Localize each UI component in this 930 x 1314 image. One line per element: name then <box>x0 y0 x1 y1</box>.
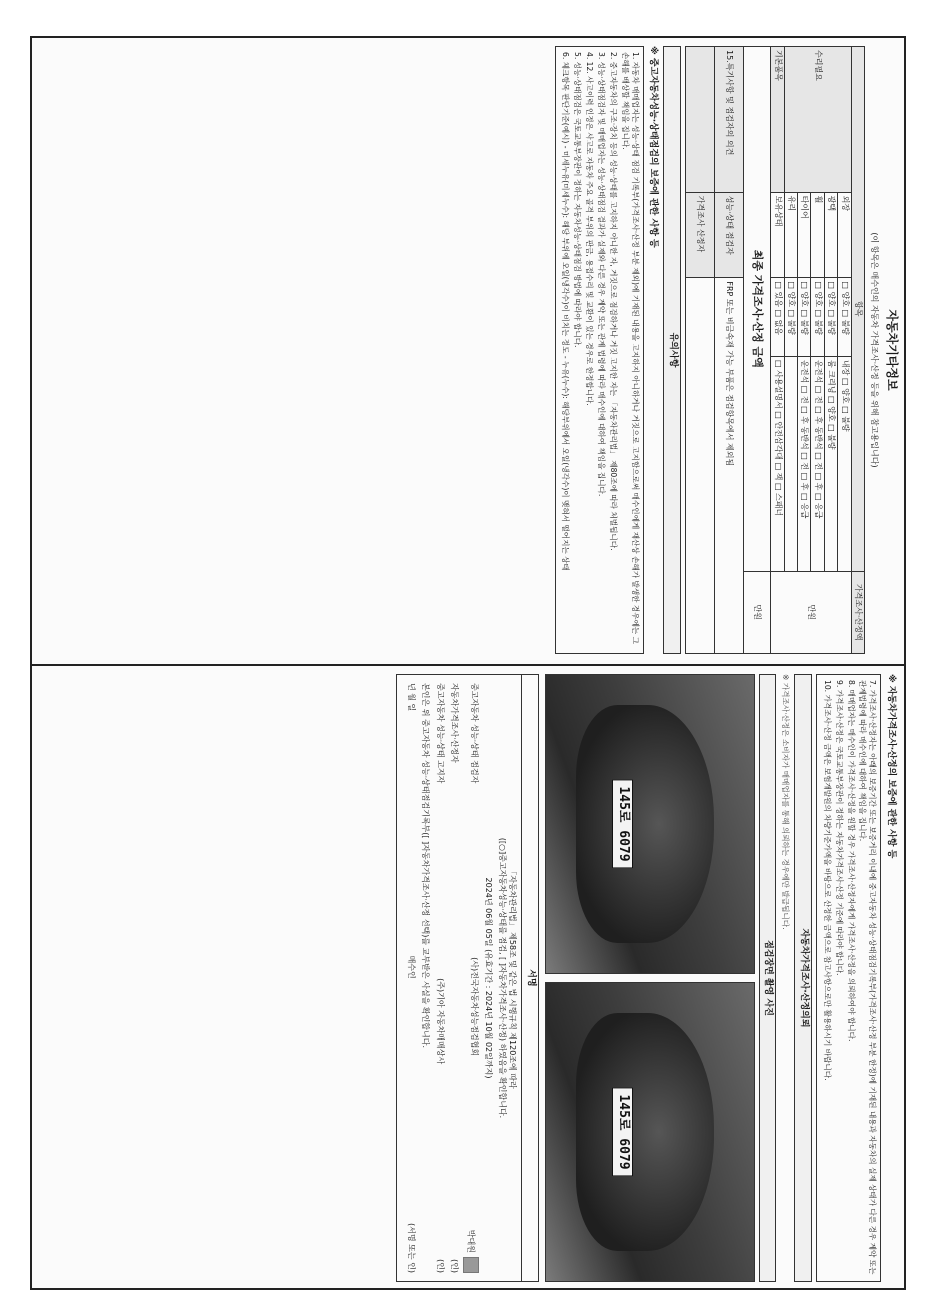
front-plate: 145로 6079 <box>612 779 633 868</box>
car-rear-image <box>576 1013 714 1251</box>
notice-box <box>555 46 644 654</box>
special-sub-assessor: 가격조사 산정자 <box>685 192 714 278</box>
seller-name: (주)기아 자동차매매상사 <box>435 978 445 1065</box>
item-cell: 외장 <box>838 192 851 278</box>
item-cell: 유리 <box>784 192 797 278</box>
document-sheet <box>30 36 906 1290</box>
notice-item: 8. 매매업자는 매수인이 가격조사·산정을 원할 경우 가격조사·산정자에게 가격조사·산정을 의뢰하여야 합니다. <box>846 680 856 1042</box>
seller-sign: (인) <box>435 1259 445 1273</box>
seller-row <box>434 683 444 1273</box>
buyer-sign: (서명 또는 인) <box>406 1223 416 1273</box>
legal-statement-2: ([○]중고자동차성능·상태를 점검, [ ]자동차가격조사·산정) 하였음을 확인합니다. <box>497 837 507 1119</box>
extra-cell: 운전석 □ 전 □ 후 동반석 □ 전 □ 후 □ 응급 <box>811 357 824 572</box>
buyer-row <box>405 683 415 1273</box>
notice-heading: ※ 중고자동차성능·상태점검의 보증에 관한 사항 등 <box>648 46 659 248</box>
notice-item: 1. 자동차 매매업자는 성능·상태 점검 기록부(가격조사·산정 부분 제외)에 기재된 내용을 고지하지 아니하거나 거짓으로 고지함으로써 매수인에게 재산상 손해가 발생한 경우에는 그 손해를 배상할 책임을 집니다. <box>620 52 640 645</box>
assessor-sign: (인) <box>449 1259 459 1273</box>
special-row-2 <box>685 47 714 654</box>
assessor-label: 자동차가격조사·산정자 <box>449 683 459 763</box>
front-photo <box>545 674 755 974</box>
group-cell: 기본품목 <box>771 47 784 193</box>
guide-bar: 유의사항 <box>663 46 681 654</box>
inspector-row <box>463 683 479 1273</box>
buyer-date: 년 월 일 <box>406 683 416 712</box>
status-cell: □ 양호 □ 불량 <box>811 278 824 357</box>
signature-block <box>396 674 538 1282</box>
signature-heading: 서명 <box>521 675 538 1281</box>
record-title: 자동차기타정보 <box>885 309 899 391</box>
extra-cell: 내장 □ 양호 □ 불량 <box>838 357 851 572</box>
notice-item: 9. 가격조사·산정은 국토교통부장관이 정하는 자동차가격조사·산정 기준에 따라야 합니다. <box>834 680 844 976</box>
notice-item: 3. 성능·상태점검자 및 매매업자는 성능·상태점검 결과가 실제와 다른 경우 계약 또는 관계 법령에 따라 매수인에 대하여 책임을 집니다. <box>597 52 607 497</box>
notice-item: 6. 체크항목 판단기준(예시) - 미세누유(미세누수): 해당 부위에 오일(냉각수)이 비치는 정도 - 누유(누수): 해당부위에서 오일(냉각수)이 맺혀서 떨어지는 상태 <box>561 52 571 571</box>
item-col-header: 항목 <box>851 47 864 572</box>
special-row <box>714 47 743 654</box>
inspector-sign: 박대원 <box>466 1229 476 1253</box>
buyer-confirmation: 본인은 위 중고자동차 성능·상태점검기록부([ ]자동차가격조사·산정 선택)를 교부받은 사실을 확인합니다. <box>421 683 431 1049</box>
price-row <box>743 47 770 654</box>
status-cell: □ 양호 □ 불량 <box>838 278 851 357</box>
inspector-name: (사)전국자동차성능점검협회 <box>469 957 479 1057</box>
extra-cell: 운전석 □ 전 □ 후 동반석 □ 전 □ 후 □ 응급 <box>798 357 811 572</box>
item-cell: 광택 <box>824 192 837 278</box>
seller-label: 중고자동차 성능·상태 고지자 <box>435 683 445 784</box>
extra-cell <box>784 357 797 572</box>
photo-row <box>545 674 755 1282</box>
assessment-notice-heading: ※ 자동차가격조사·산정의 보증에 관한 사항 등 <box>886 674 896 859</box>
item-cell: 타이어 <box>798 192 811 278</box>
record-subtitle: (이 항목은 매수인의 자동차 가격조사·산정 등을 위해 참고용입니다) <box>870 232 880 468</box>
car-front-image <box>576 705 714 943</box>
item-cell: 휠 <box>811 192 824 278</box>
final-price-label: 최종 가격조사·산정 금액 <box>743 47 770 572</box>
extra-cell: □ 사용설명서 □ 안전삼각대 □ 잭 □ 스패너 <box>771 357 784 572</box>
table-header-row <box>851 47 864 654</box>
table-row <box>771 47 784 654</box>
group-cell: 수리필요 <box>784 47 851 193</box>
buyer-label: 매수인 <box>406 955 416 979</box>
photo-heading: 점검장면 촬영 사진 <box>759 674 777 1282</box>
seal-stamp-icon <box>463 1257 479 1273</box>
top-half-rotated <box>33 38 907 662</box>
special-label: 15.특기사항 및 점검자의 의견 <box>714 47 743 193</box>
assessment-notice-box <box>816 674 881 1282</box>
notice-item: 10. 가격조사·산정 금액은 보험개발원의 차량기준가액을 바탕으로 산정한 금액으로 참고사항으로만 활용하시기 바랍니다. <box>822 680 832 1081</box>
legal-statement: 「자동차관리법」 제58조 및 같은 법 시행규칙 제120조에 따라 <box>508 867 518 1089</box>
status-cell: □ 양호 □ 불량 <box>798 278 811 357</box>
inspector-label: 중고자동차 성능·상태 점검자 <box>469 683 479 784</box>
bottom-half-rotated <box>33 666 907 1290</box>
rear-plate: 145로 6079 <box>612 1087 633 1176</box>
status-cell: □ 양호 □ 불량 <box>824 278 837 357</box>
assessor-row <box>449 683 459 1273</box>
issue-date: 2024년 06월 05일 (유효기간 : 2024년 10월 02일까지) <box>484 877 494 1079</box>
extra-cell: 룸 크리닝 □ 양호 □ 불량 <box>824 357 837 572</box>
notice-item: 2. 중고자동차의 구조·장치 등의 성능·상태를 고지하지 아니한 자, 거짓으로 점검하거나 거짓 고지한 자는 「자동차관리법」 제80조에 따라 처벌됩니다. <box>608 52 618 551</box>
item-cell: 보유상태 <box>771 192 784 278</box>
assessment-request-bar: 자동차가격조사·산정의뢰 <box>794 674 812 1282</box>
assessor-col-header: 가격조사·산정액 <box>851 571 864 654</box>
unit-cell: 만원 <box>771 571 851 654</box>
notice-item: 4. 12. 사고이력 인정은 사고로 자동차 주요 골격 부위의 판금, 용접수리 및 교환이 있는 경우로 한정합니다. <box>585 52 595 406</box>
notice-item: 7. 가격조사·산정자는 아래의 보증기간 또는 보증거리 이내에 중고자동차 성능·상태점검기록부(가격조사·산정 부분 한정)에 기재된 내용과 자동차의 실제 상태가 다른 경우 계약 또는 관계법령에 따라 매수인에 대하여 책임을 집니다. <box>858 680 878 1275</box>
special-sub-inspector: 성능·상태 점검자 <box>714 192 743 278</box>
status-cell: □ 있음 □ 없음 <box>771 278 784 357</box>
final-price-unit: 만원 <box>743 571 770 654</box>
assessment-warning: ※ 가격조사·산정은 소비자가 매매업자를 통해 의뢰하는 경우에만 발급됩니다. <box>781 674 791 930</box>
notice-item: 5. 성능·상태점검은 국토교통부장관이 정하는 자동차성능·상태점검 방법에 따라야 합니다. <box>573 52 583 348</box>
table-row <box>838 47 851 654</box>
rear-photo <box>545 982 755 1282</box>
special-note: FRP 또는 비금속재 가능 부품은 점검항목에서 제외됨 <box>714 278 743 654</box>
vehicle-condition-table <box>685 46 865 654</box>
status-cell: □ 양호 □ 불량 <box>784 278 797 357</box>
